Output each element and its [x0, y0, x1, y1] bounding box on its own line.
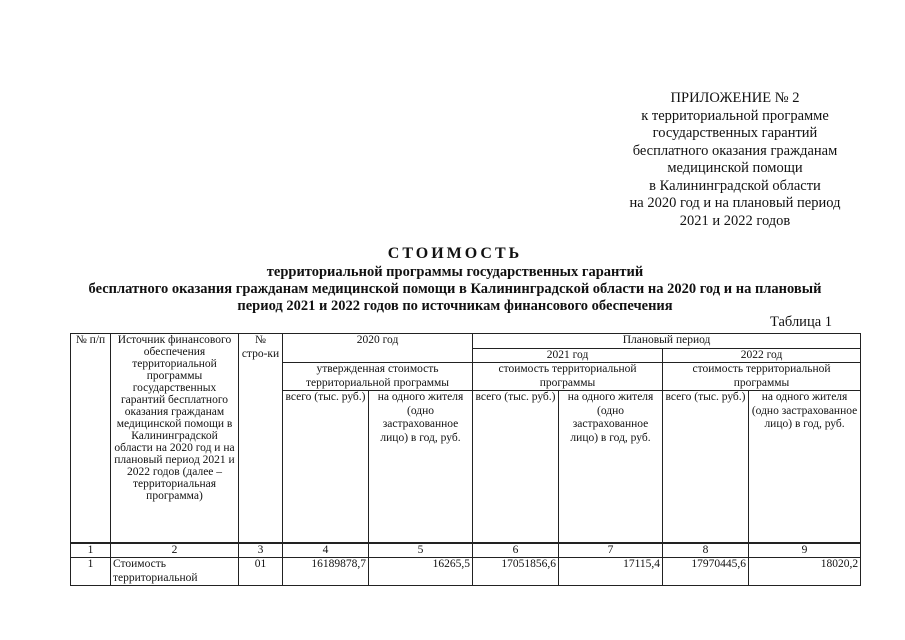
appendix-title: ПРИЛОЖЕНИЕ № 2	[670, 90, 800, 106]
title-line: период 2021 и 2022 годов по источникам финансового обеспечения	[237, 298, 673, 314]
column-number: 4	[283, 543, 369, 558]
header-planned: Плановый период	[473, 334, 861, 349]
header-per-capita-2020: на одного жителя (одно застрахованное лицо) в год, руб.	[369, 391, 473, 543]
title-line: территориальной программы государственных гарантий	[266, 264, 644, 280]
header-year-2021: 2021 год	[473, 348, 663, 363]
column-number: 9	[749, 543, 861, 558]
appendix-line: на 2020 год и на плановый период	[629, 195, 841, 211]
cell-total-2020: 16189878,7	[283, 558, 369, 586]
row-num: 1	[71, 558, 111, 586]
cell-per-capita-2021: 17115,4	[559, 558, 663, 586]
header-total-2021: всего (тыс. руб.)	[473, 391, 559, 543]
header-col-row: № стро-ки	[239, 334, 283, 543]
header-row	[71, 334, 861, 349]
appendix-header	[590, 90, 880, 230]
appendix-line: к территориальной программе	[641, 107, 829, 124]
header-cost-2022: стоимость территориальной программы	[663, 363, 861, 391]
row-source: Стоимость территориальной	[111, 558, 239, 586]
header-col-source: Источник финансового обеспечения территориальной программы государственных гарантий бесплатного оказания гражданам медицинской помощи в Калининградской области на 2020 год и на плановый период 2021 и 2022 годов (далее – территориальная программа)	[111, 334, 239, 543]
table-label: Таблица 1	[770, 314, 833, 330]
header-year-2020: 2020 год	[283, 334, 473, 363]
title-main: СТОИМОСТЬ	[387, 245, 523, 262]
appendix-line: государственных гарантий	[652, 125, 818, 141]
appendix-line: бесплатного оказания гражданам	[632, 142, 838, 159]
column-number: 7	[559, 543, 663, 558]
row-code: 01	[239, 558, 283, 586]
header-cost-2021: стоимость территориальной программы	[473, 363, 663, 391]
cell-per-capita-2022: 18020,2	[749, 558, 861, 586]
column-number-row	[71, 543, 861, 558]
column-number: 6	[473, 543, 559, 558]
cost-table	[70, 333, 861, 586]
header-year-2022: 2022 год	[663, 348, 861, 363]
column-number: 1	[71, 543, 111, 558]
title-line: бесплатного оказания гражданам медицинской помощи в Калининградской области на 2020 год и на плановый	[88, 281, 822, 297]
cell-total-2022: 17970445,6	[663, 558, 749, 586]
document-title	[40, 244, 870, 315]
column-number: 8	[663, 543, 749, 558]
header-col-num: № п/п	[71, 334, 111, 543]
cell-total-2021: 17051856,6	[473, 558, 559, 586]
column-number: 3	[239, 543, 283, 558]
appendix-line: в Калининградской области	[649, 177, 821, 194]
column-number: 5	[369, 543, 473, 558]
header-total-2020: всего (тыс. руб.)	[283, 391, 369, 543]
column-number: 2	[111, 543, 239, 558]
cell-per-capita-2020: 16265,5	[369, 558, 473, 586]
header-per-capita-2021: на одного жителя (одно застрахованное лицо) в год, руб.	[559, 391, 663, 543]
header-total-2022: всего (тыс. руб.)	[663, 391, 749, 543]
table-row	[71, 558, 861, 586]
header-per-capita-2022: на одного жителя (одно застрахованное лицо) в год, руб.	[749, 391, 861, 543]
appendix-line: медицинской помощи	[667, 160, 803, 176]
appendix-line: 2021 и 2022 годов	[679, 212, 791, 229]
header-approved-cost: утвержденная стоимость территориальной программы	[283, 363, 473, 391]
